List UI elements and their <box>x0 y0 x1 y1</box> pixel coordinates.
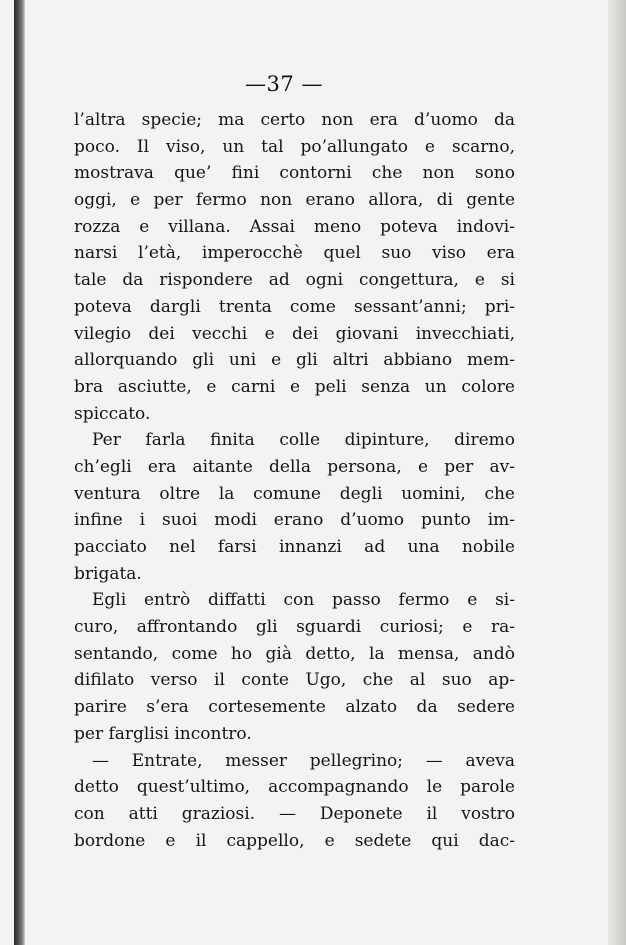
text-line: mostrava que’ fini contorni che non sono <box>74 163 515 184</box>
text-line: Per farla finita colle dipinture, diremo <box>92 430 515 451</box>
text-line: Egli entrò diffatti con passo fermo e si- <box>92 590 515 611</box>
text-line: parire s’era cortesemente alzato da sedere <box>74 697 515 718</box>
text-line: bordone e il cappello, e sedete qui dac- <box>74 830 515 851</box>
text-line: ch’egli era aitante della persona, e per av- <box>74 456 515 477</box>
text-line: detto quest’ultimo, accompagnando le parole <box>74 777 515 798</box>
page-number: —37 — <box>245 72 323 96</box>
body-text <box>74 107 515 854</box>
text-line: poteva dargli trenta come sessant’anni; pri- <box>74 296 515 317</box>
text-line: sentando, come ho già detto, la mensa, andò <box>74 643 515 664</box>
text-line: bra asciutte, e carni e peli senza un colore <box>74 376 515 397</box>
text-line: infine i suoi modi erano d’uomo punto im- <box>74 510 515 531</box>
text-line: brigata. <box>74 563 142 584</box>
text-line: tale da rispondere ad ogni congettura, e si <box>74 270 515 291</box>
page-edge-shadow <box>608 0 626 945</box>
book-spine-shadow <box>14 0 25 945</box>
text-line: spiccato. <box>74 403 151 424</box>
text-line: pacciato nel farsi innanzi ad una nobile <box>74 537 515 557</box>
text-line: per farglisi incontro. <box>74 723 252 744</box>
text-line: curo, affrontando gli sguardi curiosi; e ra- <box>74 617 515 638</box>
text-line: l’altra specie; ma certo non era d’uomo da <box>74 110 515 130</box>
text-line: vilegio dei vecchi e dei giovani invecchiati, <box>74 323 515 344</box>
text-line: con atti graziosi. — Deponete il vostro <box>74 803 515 824</box>
text-line: oggi, e per fermo non erano allora, di gente <box>74 190 515 211</box>
text-line: difilato verso il conte Ugo, che al suo ap- <box>74 670 515 691</box>
text-line: allorquando gli uni e gli altri abbiano mem- <box>74 350 515 371</box>
text-line: rozza e villana. Assai meno poteva indovi- <box>74 216 515 237</box>
text-line: ventura oltre la comune degli uomini, che <box>74 483 515 504</box>
text-line: — Entrate, messer pellegrino; — aveva <box>92 750 515 771</box>
text-line: poco. Il viso, un tal po’allungato e scarno, <box>74 136 515 157</box>
text-line: narsi l’età, imperocchè quel suo viso era <box>74 243 515 264</box>
